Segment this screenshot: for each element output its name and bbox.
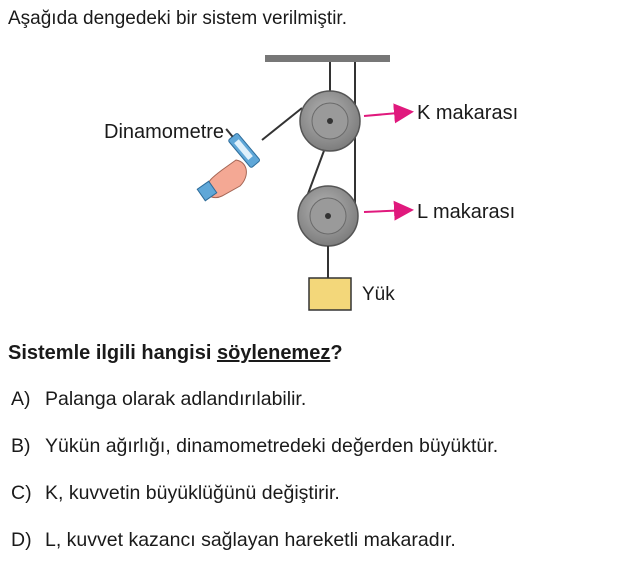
- dynamometer-label: Dinamometre: [104, 121, 225, 143]
- pulley-k: [300, 91, 360, 151]
- option-letter: C): [11, 482, 32, 504]
- intro-text: Aşağıda dengedeki bir sistem verilmiştir.: [8, 8, 347, 29]
- option-text: Yükün ağırlığı, dinamometredeki değerden büyüktür.: [45, 435, 499, 457]
- option-text: Palanga olarak adlandırılabilir.: [45, 388, 307, 410]
- pulley-l: [298, 186, 358, 246]
- option-d[interactable]: [11, 529, 498, 576]
- rope-to-dynamometer: [262, 108, 302, 140]
- load-label: Yük: [362, 284, 395, 305]
- option-letter: D): [11, 529, 32, 551]
- option-text: L, kuvvet kazancı sağlayan hareketli makaradır.: [45, 529, 456, 551]
- option-letter: B): [11, 435, 31, 457]
- pulley-k-label: K makarası: [417, 102, 519, 124]
- arrow-k: [364, 112, 410, 116]
- option-text: K, kuvvetin büyüklüğünü değiştirir.: [45, 482, 340, 504]
- question-mark: ?: [330, 342, 343, 364]
- question-text: [8, 342, 343, 365]
- question-prefix: Sistemle ilgili hangisi: [8, 342, 217, 364]
- option-b[interactable]: [11, 435, 498, 482]
- ceiling-bar: [265, 55, 390, 62]
- option-c[interactable]: [11, 482, 498, 529]
- option-a[interactable]: [11, 388, 498, 435]
- load-box: [309, 278, 351, 310]
- answer-options: [11, 388, 498, 576]
- question-keyword: söylenemez: [216, 342, 331, 364]
- arrow-l: [364, 210, 410, 212]
- hand-illustration: [197, 160, 246, 201]
- pulley-l-label: L makarası: [417, 201, 516, 223]
- option-letter: A): [11, 388, 31, 410]
